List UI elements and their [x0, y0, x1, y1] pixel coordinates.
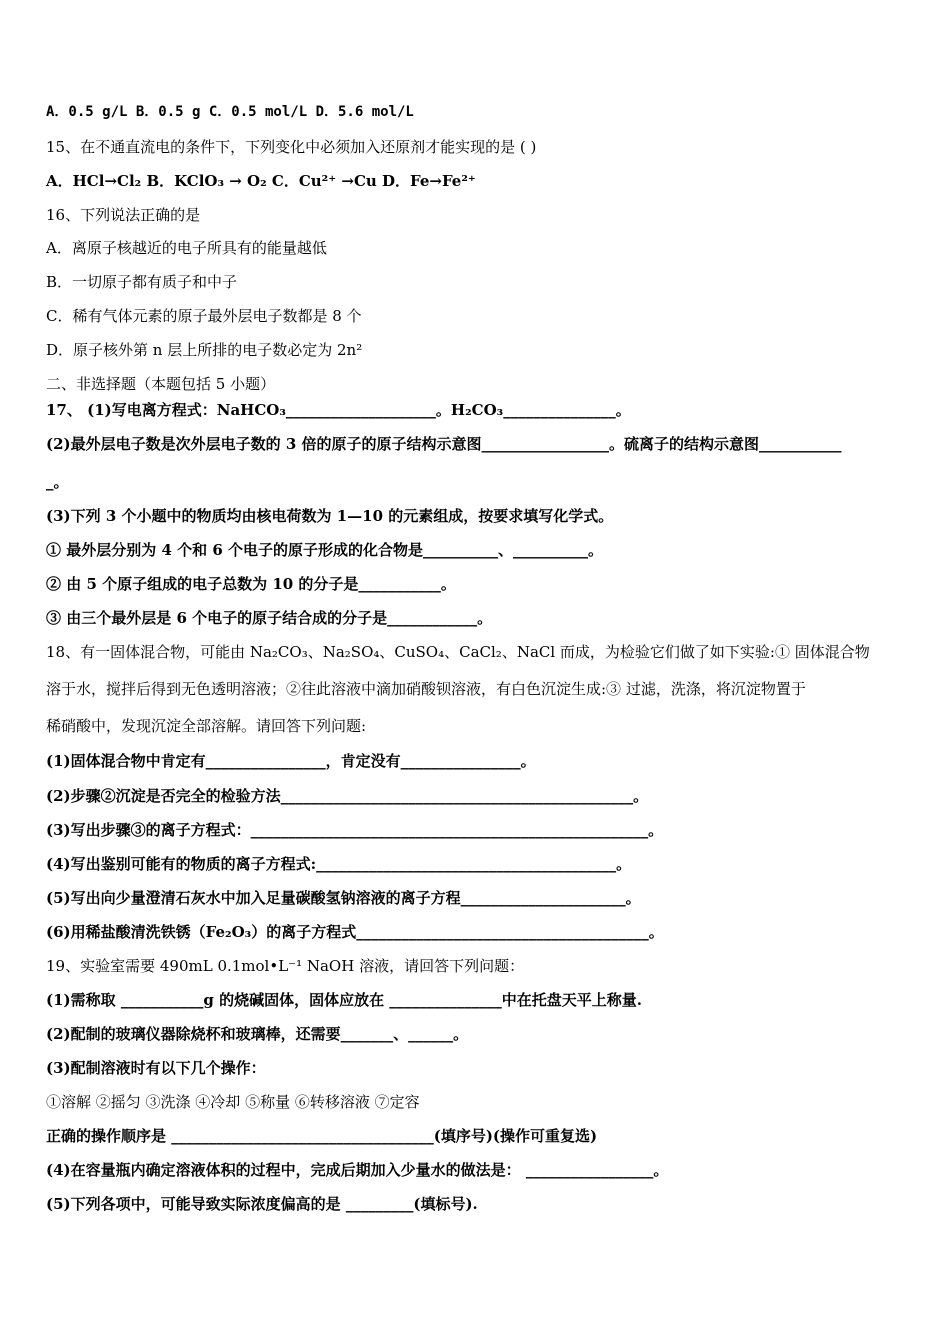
q18-part6: (6)用稀盐酸清洗铁锈（Fe₂O₃）的离子方程式_______________________________________。 — [46, 923, 664, 941]
q18-stem-line1: 18、有一固体混合物，可能由 Na₂CO₃、Na₂SO₄、CuSO₄、CaCl₂、NaCl 而成，为检验它们做了如下实验:① 固体混合物 — [46, 643, 870, 661]
q16-stem: 16、下列说法正确的是 — [46, 206, 201, 224]
q19-part3-order: 正确的操作顺序是 ___________________________________(填序号)(操作可重复选) — [46, 1127, 598, 1145]
q18-stem-line3: 稀硝酸中，发现沉淀全部溶解。请回答下列问题: — [46, 717, 367, 735]
q17-part3-c: ③ 由三个最外层是 6 个电子的原子结合成的分子是____________。 — [46, 609, 493, 627]
q19-part2: (2)配制的玻璃仪器除烧杯和玻璃棒，还需要_______、______。 — [46, 1025, 469, 1043]
q15-stem: 15、在不通直流电的条件下，下列变化中必须加入还原剂才能实现的是 ( ) — [46, 138, 537, 156]
q14-options: A．0.5 g/L B．0.5 g C．0.5 mol/L D．5.6 mol/L — [46, 104, 414, 120]
q18-stem-line2: 溶于水，搅拌后得到无色透明溶液；②往此溶液中滴加硝酸钡溶液，有白色沉淀生成:③ 过滤，洗涤，将沉淀物置于 — [46, 680, 806, 698]
q19-stem: 19、实验室需要 490mL 0.1mol•L⁻¹ NaOH 溶液，请回答下列问题： — [46, 957, 525, 975]
q18-part5: (5)写出向少量澄清石灰水中加入足量碳酸氢钠溶液的离子方程______________________。 — [46, 889, 641, 907]
q19-part1: (1)需称取 ___________g 的烧碱固体，固体应放在 _______________中在托盘天平上称量. — [46, 991, 643, 1009]
q15-options: A．HCl→Cl₂ B．KClO₃ → O₂ C．Cu²⁺ →Cu D．Fe→Fe²⁺ — [46, 172, 476, 190]
q19-part3-operations: ①溶解 ②摇匀 ③洗涤 ④冷却 ⑤称量 ⑥转移溶液 ⑦定容 — [46, 1093, 420, 1111]
q18-part2: (2)步骤②沉淀是否完全的检验方法_______________________________________________。 — [46, 787, 649, 805]
q19-part3: (3)配制溶液时有以下几个操作： — [46, 1059, 266, 1077]
q16-option-a: A．离原子核越近的电子所具有的能量越低 — [46, 239, 327, 257]
q16-option-c: C．稀有气体元素的原子最外层电子数都是 8 个 — [46, 307, 362, 325]
q17-part3: (3)下列 3 个小题中的物质均由核电荷数为 1—10 的元素组成，按要求填写化学式。 — [46, 507, 614, 525]
q16-option-b: B．一切原子都有质子和中子 — [46, 273, 238, 291]
q17-part2-cont: _。 — [46, 473, 69, 491]
q17-part3-b: ② 由 5 个原子组成的电子总数为 10 的分子是___________。 — [46, 575, 456, 593]
section-heading: 二、非选择题（本题包括 5 小题） — [46, 375, 276, 393]
q18-part1: (1)固体混合物中肯定有________________，肯定没有________________。 — [46, 752, 536, 770]
q17-part3-a: ① 最外层分别为 4 个和 6 个电子的原子形成的化合物是__________、__________。 — [46, 541, 603, 559]
q19-part4: (4)在容量瓶内确定溶液体积的过程中，完成后期加入少量水的做法是： _________________。 — [46, 1161, 669, 1179]
q17-part1: 17、 (1)写电离方程式：NaHCO₃____________________。H₂CO₃_______________。 — [46, 401, 631, 419]
q18-part4: (4)写出鉴别可能有的物质的离子方程式:________________________________________。 — [46, 855, 632, 873]
q19-part5: (5)下列各项中，可能导致实际浓度偏高的是 _________(填标号). — [46, 1195, 478, 1213]
q18-part3: (3)写出步骤③的离子方程式：_____________________________________________________。 — [46, 821, 664, 839]
q17-part2: (2)最外层电子数是次外层电子数的 3 倍的原子的原子结构示意图_________________。硫离子的结构示意图___________ — [46, 435, 842, 453]
q16-option-d: D．原子核外第 n 层上所排的电子数必定为 2n² — [46, 341, 363, 359]
